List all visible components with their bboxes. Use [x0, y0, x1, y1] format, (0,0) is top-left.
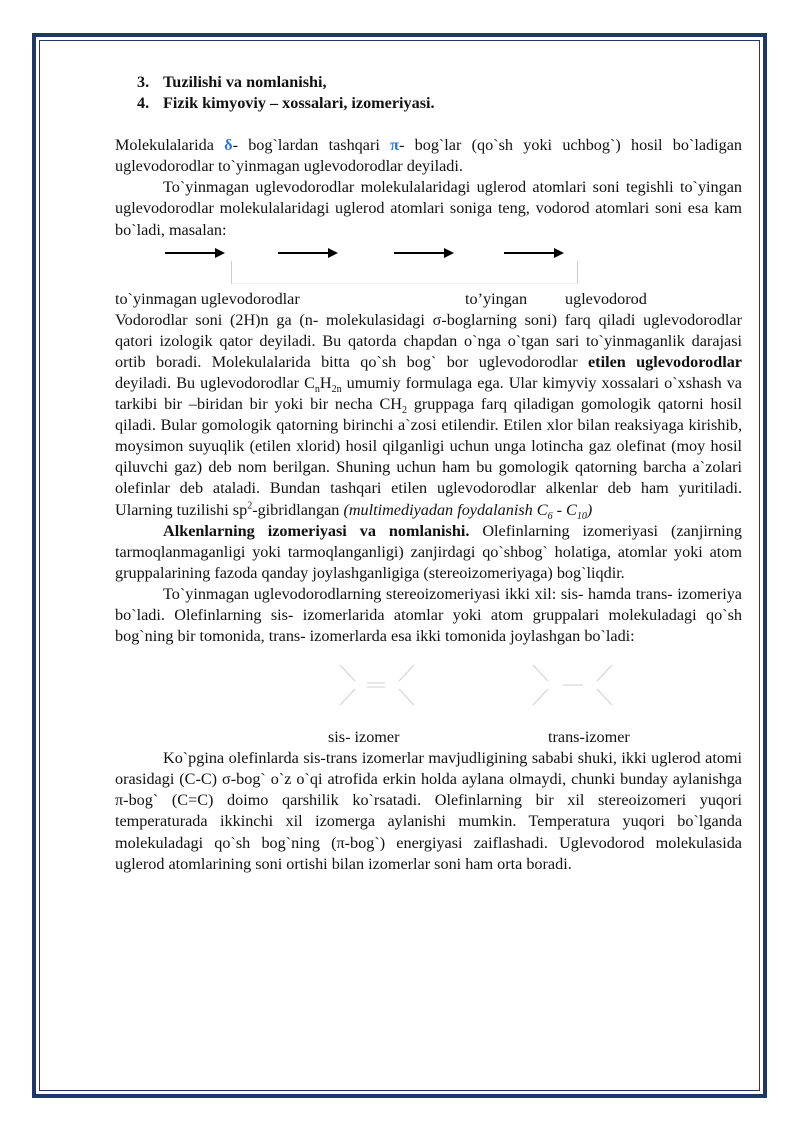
topic-list	[115, 72, 742, 114]
arrow-icon	[504, 252, 562, 254]
paragraph-rotation: Ko`pgina olefinlarda sis-trans izomerlar mavjudligining sababi shuki, ikki uglerod atomi orasidagi (C-C) σ-bog` o`z o`qi atrofida erkin holda aylana olmaydi, chunki bunday aylanishga π-bog` (C=C) doimo qarshilik ko`rsatadi. Olefinlarning bir xil stereoizomeri yuqori temperaturada ikkinchi xil izomerga aylanishi mumkin. Temperatura yuqori bo`lganda molekuladagi qo`sh bog`ning (π-bog`) energiyasi zaiflashadi. Uglevodorod molekulasida uglerod atomlarining soni ortishi bilan izomerlar soni ham orta boradi.	[115, 749, 742, 873]
delta-symbol: δ	[224, 136, 233, 155]
isomer-figure	[115, 647, 742, 727]
reaction-arrows-figure	[115, 241, 742, 289]
pi-symbol: π	[390, 136, 399, 155]
cis-label: sis- izomer	[328, 728, 400, 747]
figure-placeholder	[231, 261, 578, 284]
paragraph-definition: Molekulalarida δ- bog`lardan tashqari π- bog`lar (qo`sh yoki uchbog`) hosil bo`ladigan uglevodorodlar to`yinmagan uglevodorodlar deyiladi.	[115, 136, 742, 176]
paragraph-hydrogen-count: To`yinmagan uglevodorodlar molekulalaridagi uglerod atomlari soni tegishli to`yingan uglevodorodlar molekulalaridagi uglerod atomlari soniga teng, vodorod atomlari soni esa kam bo`ladi, masalan:	[115, 178, 742, 239]
arrow-icon	[394, 252, 452, 254]
paragraph-alkenes: Vodorodlar soni (2H)n ga (n- molekulasidagi σ-boglarning soni) farq qiladi uglevodorodlar qatori izologik qator deyiladi. Bu qatorda chapdan o`nga o`tgan sari to`yinmaganlik darajasi ortib boradi. Molekulalarida bitta qo`sh bog` bor uglevodorodlar etilen uglevodorodlar deyiladi. Bu uglevodorodlar $C_nH_{2n}$ umumiy formulaga ega. Ular kimyviy xossalari o`xshash va tarkibi bir –biridan bir yoki bir necha $CH_2$ gruppaga farq qiladigan gomologik qatorni hosil qiladi. Bular gomologik qatorning birinchi a`zosi etilendir. Etilen xlor bilan reaksiyaga kirishib, moysimon suyuqlik (etilen xlorid) hosil qilganligi uchun unga lotincha gaz olefinat (moy hosil qiluvchi gaz) deb nom berilgan. Shuning uchun ham bu gomologik qatorning barcha a`zolari olefinlar deb ataladi. Bundan tashqari etilen uglevodorodlar alkenlar deb ham yuritiladi. Ularning tuzilishi $sp^2$-gibridlangan (multimediyadan foydalanish $C_6 - C_{10}$)	[115, 310, 742, 522]
list-item: 3. Tuzilishi va nomlanishi,	[137, 73, 327, 91]
trans-label: trans-izomer	[548, 728, 630, 747]
isomer-labels	[115, 727, 742, 748]
spacer	[115, 114, 742, 135]
arrow-icon	[165, 252, 223, 254]
cis-trans-structures	[115, 647, 742, 727]
document-body	[115, 72, 742, 875]
list-item: 4. Fizik kimyoviy – xossalari, izomeriyasi.	[137, 94, 435, 113]
example-labels: to`yinmagan uglevodorodlar to’yingan uglevodorod	[115, 289, 647, 308]
paragraph-isomerism: Alkenlarning izomeriyasi va nomlanishi. Olefinlarning izomeriyasi (zanjirning tarmoqlanmaganligi yoki tarmoqlanganligi) zanjirdagi qo`shbog` holatiga, atomlar yoki atom gruppalarining fazoda qanday joylashganligiga (stereoizomeriyaga) bog`liqdir.	[115, 521, 742, 582]
paragraph-stereoisomerism: To`yinmagan uglevodorodlarning stereoizomeriyasi ikki xil: sis- hamda trans- izomeriya bo`ladi. Olefinlarning sis- izomerlarida atomlar yoki atom gruppalari molekuladagi qo`sh bog`ning bir tomonida, trans- izomerlarda esa ikki tomonida joylashgan bo`ladi:	[115, 584, 742, 646]
arrow-icon	[278, 252, 336, 254]
